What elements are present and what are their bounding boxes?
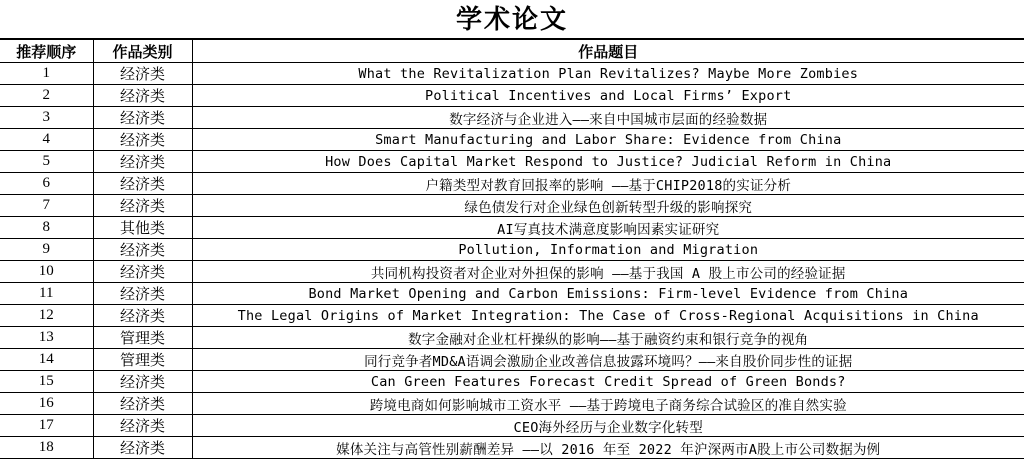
- category-cell: 经济类: [93, 85, 192, 107]
- table-row: [0, 85, 1024, 107]
- table-row: [0, 239, 1024, 261]
- work-title-cell: 绿色债发行对企业绿色创新转型升级的影响探究: [192, 195, 1024, 217]
- table-row: [0, 217, 1024, 239]
- work-title-cell: 媒体关注与高管性别薪酬差异 ——以 2016 年至 2022 年沪深两市A股上市公司数据为例: [192, 437, 1024, 459]
- work-title-cell: 数字金融对企业杠杆操纵的影响——基于融资约束和银行竞争的视角: [192, 327, 1024, 349]
- table-row: [0, 393, 1024, 415]
- table-row: [0, 151, 1024, 173]
- work-title-cell: Pollution, Information and Migration: [192, 239, 1024, 261]
- work-title-cell: How Does Capital Market Respond to Justice? Judicial Reform in China: [192, 151, 1024, 173]
- papers-table: [0, 39, 1024, 459]
- work-title-cell: AI写真技术满意度影响因素实证研究: [192, 217, 1024, 239]
- table-row: [0, 195, 1024, 217]
- rank-cell: 9: [0, 239, 93, 261]
- rank-cell: 4: [0, 129, 93, 151]
- category-cell: 经济类: [93, 151, 192, 173]
- work-title-cell: 数字经济与企业进入——来自中国城市层面的经验数据: [192, 107, 1024, 129]
- work-title-cell: What the Revitalization Plan Revitalizes? Maybe More Zombies: [192, 63, 1024, 85]
- category-cell: 经济类: [93, 129, 192, 151]
- work-title-cell: Smart Manufacturing and Labor Share: Evidence from China: [192, 129, 1024, 151]
- category-cell: 经济类: [93, 261, 192, 283]
- category-cell: 管理类: [93, 349, 192, 371]
- header-row: [0, 40, 1024, 63]
- rank-cell: 13: [0, 327, 93, 349]
- rank-cell: 8: [0, 217, 93, 239]
- table-row: [0, 173, 1024, 195]
- work-title-cell: 户籍类型对教育回报率的影响 ——基于CHIP2018的实证分析: [192, 173, 1024, 195]
- header-category: 作品类别: [93, 40, 192, 63]
- rank-cell: 1: [0, 63, 93, 85]
- rank-cell: 5: [0, 151, 93, 173]
- category-cell: 经济类: [93, 283, 192, 305]
- table-row: [0, 261, 1024, 283]
- category-cell: 经济类: [93, 415, 192, 437]
- rank-cell: 12: [0, 305, 93, 327]
- table-row: [0, 63, 1024, 85]
- rank-cell: 16: [0, 393, 93, 415]
- sheet-title: 学术论文: [0, 0, 1024, 39]
- category-cell: 经济类: [93, 393, 192, 415]
- table-row: [0, 415, 1024, 437]
- header-work-title: 作品题目: [192, 40, 1024, 63]
- work-title-cell: 跨境电商如何影响城市工资水平 ——基于跨境电子商务综合试验区的准自然实验: [192, 393, 1024, 415]
- work-title-cell: 同行竞争者MD&A语调会激励企业改善信息披露环境吗？——来自股价同步性的证据: [192, 349, 1024, 371]
- category-cell: 经济类: [93, 63, 192, 85]
- category-cell: 经济类: [93, 371, 192, 393]
- work-title-cell: Political Incentives and Local Firms’ Export: [192, 85, 1024, 107]
- rank-cell: 18: [0, 437, 93, 459]
- category-cell: 其他类: [93, 217, 192, 239]
- category-cell: 经济类: [93, 195, 192, 217]
- table-row: [0, 107, 1024, 129]
- category-cell: 管理类: [93, 327, 192, 349]
- table-row: [0, 371, 1024, 393]
- work-title-cell: CEO海外经历与企业数字化转型: [192, 415, 1024, 437]
- rank-cell: 15: [0, 371, 93, 393]
- category-cell: 经济类: [93, 107, 192, 129]
- category-cell: 经济类: [93, 173, 192, 195]
- table-row: [0, 305, 1024, 327]
- work-title-cell: 共同机构投资者对企业对外担保的影响 ——基于我国 A 股上市公司的经验证据: [192, 261, 1024, 283]
- work-title-cell: Can Green Features Forecast Credit Spread of Green Bonds?: [192, 371, 1024, 393]
- rank-cell: 3: [0, 107, 93, 129]
- work-title-cell: The Legal Origins of Market Integration: The Case of Cross-Regional Acquisitions in China: [192, 305, 1024, 327]
- rank-cell: 10: [0, 261, 93, 283]
- rank-cell: 2: [0, 85, 93, 107]
- category-cell: 经济类: [93, 239, 192, 261]
- rank-cell: 7: [0, 195, 93, 217]
- category-cell: 经济类: [93, 305, 192, 327]
- rank-cell: 17: [0, 415, 93, 437]
- rank-cell: 14: [0, 349, 93, 371]
- table-row: [0, 283, 1024, 305]
- header-rank: 推荐顺序: [0, 40, 93, 63]
- table-row: [0, 349, 1024, 371]
- rank-cell: 6: [0, 173, 93, 195]
- category-cell: 经济类: [93, 437, 192, 459]
- table-row: [0, 437, 1024, 459]
- rank-cell: 11: [0, 283, 93, 305]
- work-title-cell: Bond Market Opening and Carbon Emissions: Firm-level Evidence from China: [192, 283, 1024, 305]
- table-row: [0, 327, 1024, 349]
- table-row: [0, 129, 1024, 151]
